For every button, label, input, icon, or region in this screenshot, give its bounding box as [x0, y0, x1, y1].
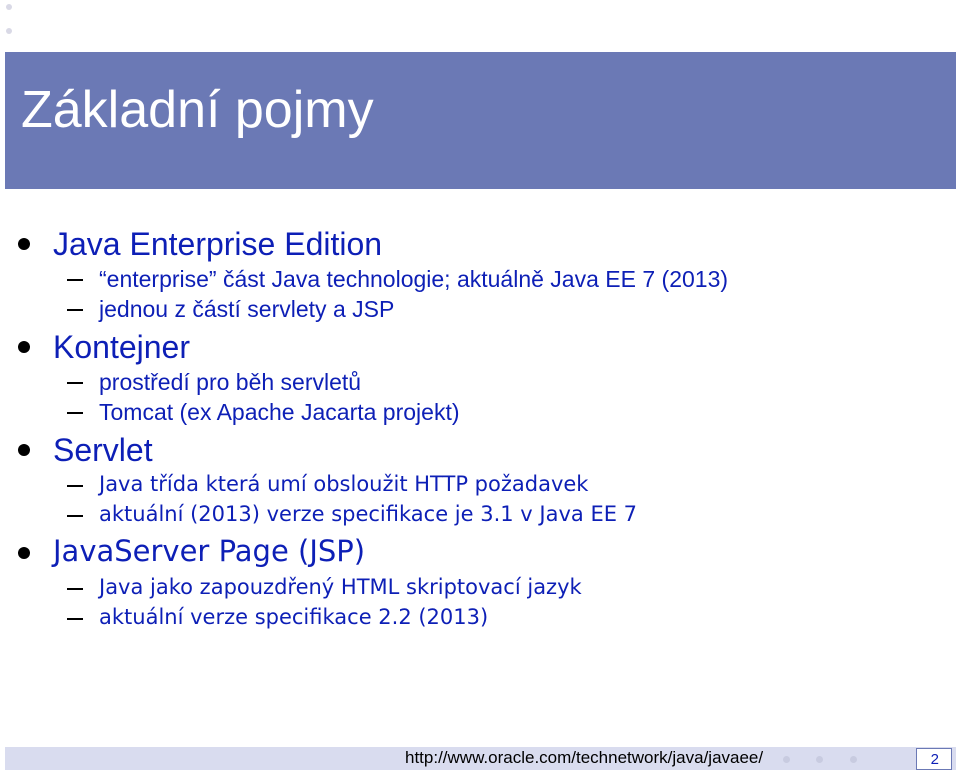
- bullet-icon: [18, 341, 30, 353]
- list-item: aktuální verze specifikace 2.2 (2013): [99, 605, 489, 629]
- footer-dot-3: [850, 756, 857, 763]
- dash-icon: [67, 412, 83, 414]
- slide-title: Základní pojmy: [21, 81, 374, 139]
- list-item: aktuální (2013) verze specifikace je 3.1 v Java EE 7: [99, 502, 638, 526]
- dash-icon: [67, 618, 83, 620]
- list-item: prostředí pro běh servletů: [99, 369, 362, 395]
- list-item: Tomcat (ex Apache Jacarta projekt): [99, 399, 460, 425]
- list-item: Java jako zapouzdřený HTML skriptovací jazyk: [99, 575, 582, 599]
- section-heading-servlet: Servlet: [53, 432, 153, 468]
- section-heading-jsp: JavaServer Page (JSP): [53, 534, 366, 568]
- page-number-box: [916, 748, 952, 770]
- footer-url-link[interactable]: http://www.oracle.com/technetwork/java/javaee/: [405, 748, 764, 767]
- bullet-icon: [18, 444, 30, 456]
- dash-icon: [67, 485, 83, 487]
- dash-icon: [67, 515, 83, 517]
- dash-icon: [67, 309, 83, 311]
- list-item: jednou z částí servlety a JSP: [99, 296, 395, 322]
- dash-icon: [67, 588, 83, 590]
- section-heading-java-ee: Java Enterprise Edition: [53, 226, 383, 262]
- dash-icon: [67, 382, 83, 384]
- bullet-icon: [18, 238, 30, 250]
- list-item: “enterprise” část Java technologie; aktuálně Java EE 7 (2013): [99, 266, 729, 292]
- bullet-icon: [18, 547, 30, 559]
- dash-icon: [67, 279, 83, 281]
- list-item: Java třída která umí obsloužit HTTP požadavek: [99, 472, 589, 496]
- footer-dot-2: [816, 756, 823, 763]
- page-number: 2: [930, 751, 939, 768]
- section-heading-kontejner: Kontejner: [53, 329, 190, 365]
- footer-dot-1: [783, 756, 790, 763]
